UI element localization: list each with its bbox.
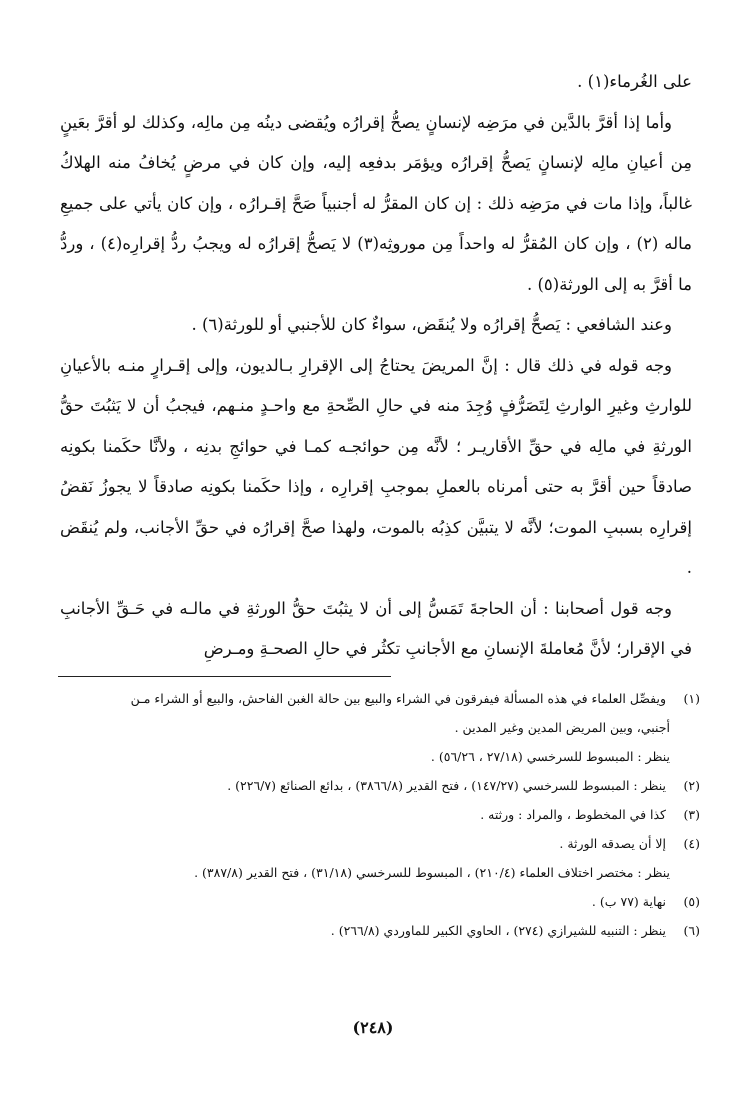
footnote-text: ويفصِّل العلماء في هذه المسألة فيفرقون في الشراء والبيع بين حالة الغبن الفاحش، والبيع أو الشراء مـن [130,691,667,706]
footnote-number: (٦) [683,923,700,938]
footnote-4-reference: ينظر : مختصر اختلاف العلماء (٢١٠/٤) ، المبسوط للسرخسي (٣١/١٨) ، فتح القدير (٣٨٧/٨) . [194,865,670,880]
footnote-divider [58,676,391,677]
footnote-number: (٢) [683,778,700,793]
footnote-number: (٤) [683,836,700,851]
footnote-1 [60,684,700,713]
footnote-1-reference: ينظر : المبسوط للسرخسي (٢٧/١٨ ، ٥٦/٢٦) . [430,749,670,764]
paragraph-3: وعند الشافعي : يَصحُّ إقرارُه ولا يُنقَض، سواءٌ كان للأجنبي أو للورثة(٦) . [191,315,672,334]
paragraph-4: وجه قوله في ذلك قال : إنَّ المريضَ يحتاجُ إلى الإقرارِ بـالديون، وإلى إقـرارٍ منـه بالأعيانِ للوارثِ وغيرِ الوارثِ لِتَصَرُّفٍ وُجِدَ منه في حالِ الصِّحةِ مع واحـدٍ منـهم، فيجبُ أن لا يَثبُتَ حقُّ الورثةِ في مالِه في حقِّ الأقاريـر ؛ لأنَّه مِن حوائجـه كمـا في حوائجِ بدنِه ، ولأنَّا حكَمنا بكونِه صادقاً حين أقرَّ به حتى أمرناه بالعملِ بموجبِ إقرارِه ، وإذا حكَمنا بكونِه صادقاً لا يجوزُ نَقضُ إقرارِه بسببِ الموت؛ لأنَّه لا يتبيَّن كذِبُه بالموت، ولهذا صحَّ إقرارُه في حقِّ الأجانب، ولم يُنقَض . [60,355,692,577]
footnote-3 [60,800,700,829]
footnote-text: نهاية (٧٧ ب) . [591,894,667,909]
footnotes-section [60,684,700,945]
page-number: (٢٤٨) [352,1018,394,1037]
footnote-text: ينظر : التنبيه للشيرازي (٢٧٤) ، الحاوي الكبير للماوردي (٢٦٦/٨) . [330,923,667,938]
footnote-4 [60,829,700,858]
main-text-body [60,62,692,670]
footnote-1-continuation: أجنبي، وبين المريض المدين وغير المدين . [454,720,670,735]
footnote-6 [60,916,700,945]
footnote-5 [60,887,700,916]
footnote-text: كذا في المخطوط ، والمراد : ورثته . [480,807,667,822]
footnote-number: (٣) [683,807,700,822]
footnote-number: (٥) [683,894,700,909]
footnote-text: ينظر : المبسوط للسرخسي (١٤٧/٢٧) ، فتح القدير (٣٨٦٦/٨) ، بدائع الصنائع (٢٢٦/٧) . [227,778,667,793]
paragraph-1: على الغُرماء(١) . [577,72,692,91]
paragraph-2: وأما إذا أقرَّ بالدَّين في مرَضِه لإنسانٍ يصحُّ إقرارُه ويُقضى دينُه مِن مالِه، وكذلك لو أقرَّ بعَينٍ مِن أعيانِ مالِه لإنسانٍ يَصحُّ إقرارُه ويؤمَر بدفعِه إليه، وإن كان في مرضٍ يُخافُ منه الهلاكُ غالباً، وإذا مات في مرَضِه ذلك : إن كان المقرُّ له أجنبياً صَحَّ إقـرارُه ، وإن كان يأتي على جميعِ ماله (٢) ، وإن كان المُقرُّ له واحداً مِن موروثِه(٣) لا يَصحُّ إقرارُه له ويجبُ ردُّ إقرارِه(٤) ، وردُّ ما أقرَّ به إلى الورثة(٥) . [60,112,693,294]
footnote-text: إلا أن يصدقه الورثة . [559,836,667,851]
footnote-number: (١) [683,691,700,706]
paragraph-5: وجه قول أصحابنا : أن الحاجةَ تَمَسُّ إلى أن لا يثبُتَ حقُّ الورثةِ في مالـه في حَـقِّ الأجانبِ في الإقرار؛ لأنَّ مُعاملةَ الإنسانِ مع الأجانبِ تكثُر في حالِ الصحـةِ ومـرضِ [60,598,692,658]
footnote-2 [60,771,700,800]
